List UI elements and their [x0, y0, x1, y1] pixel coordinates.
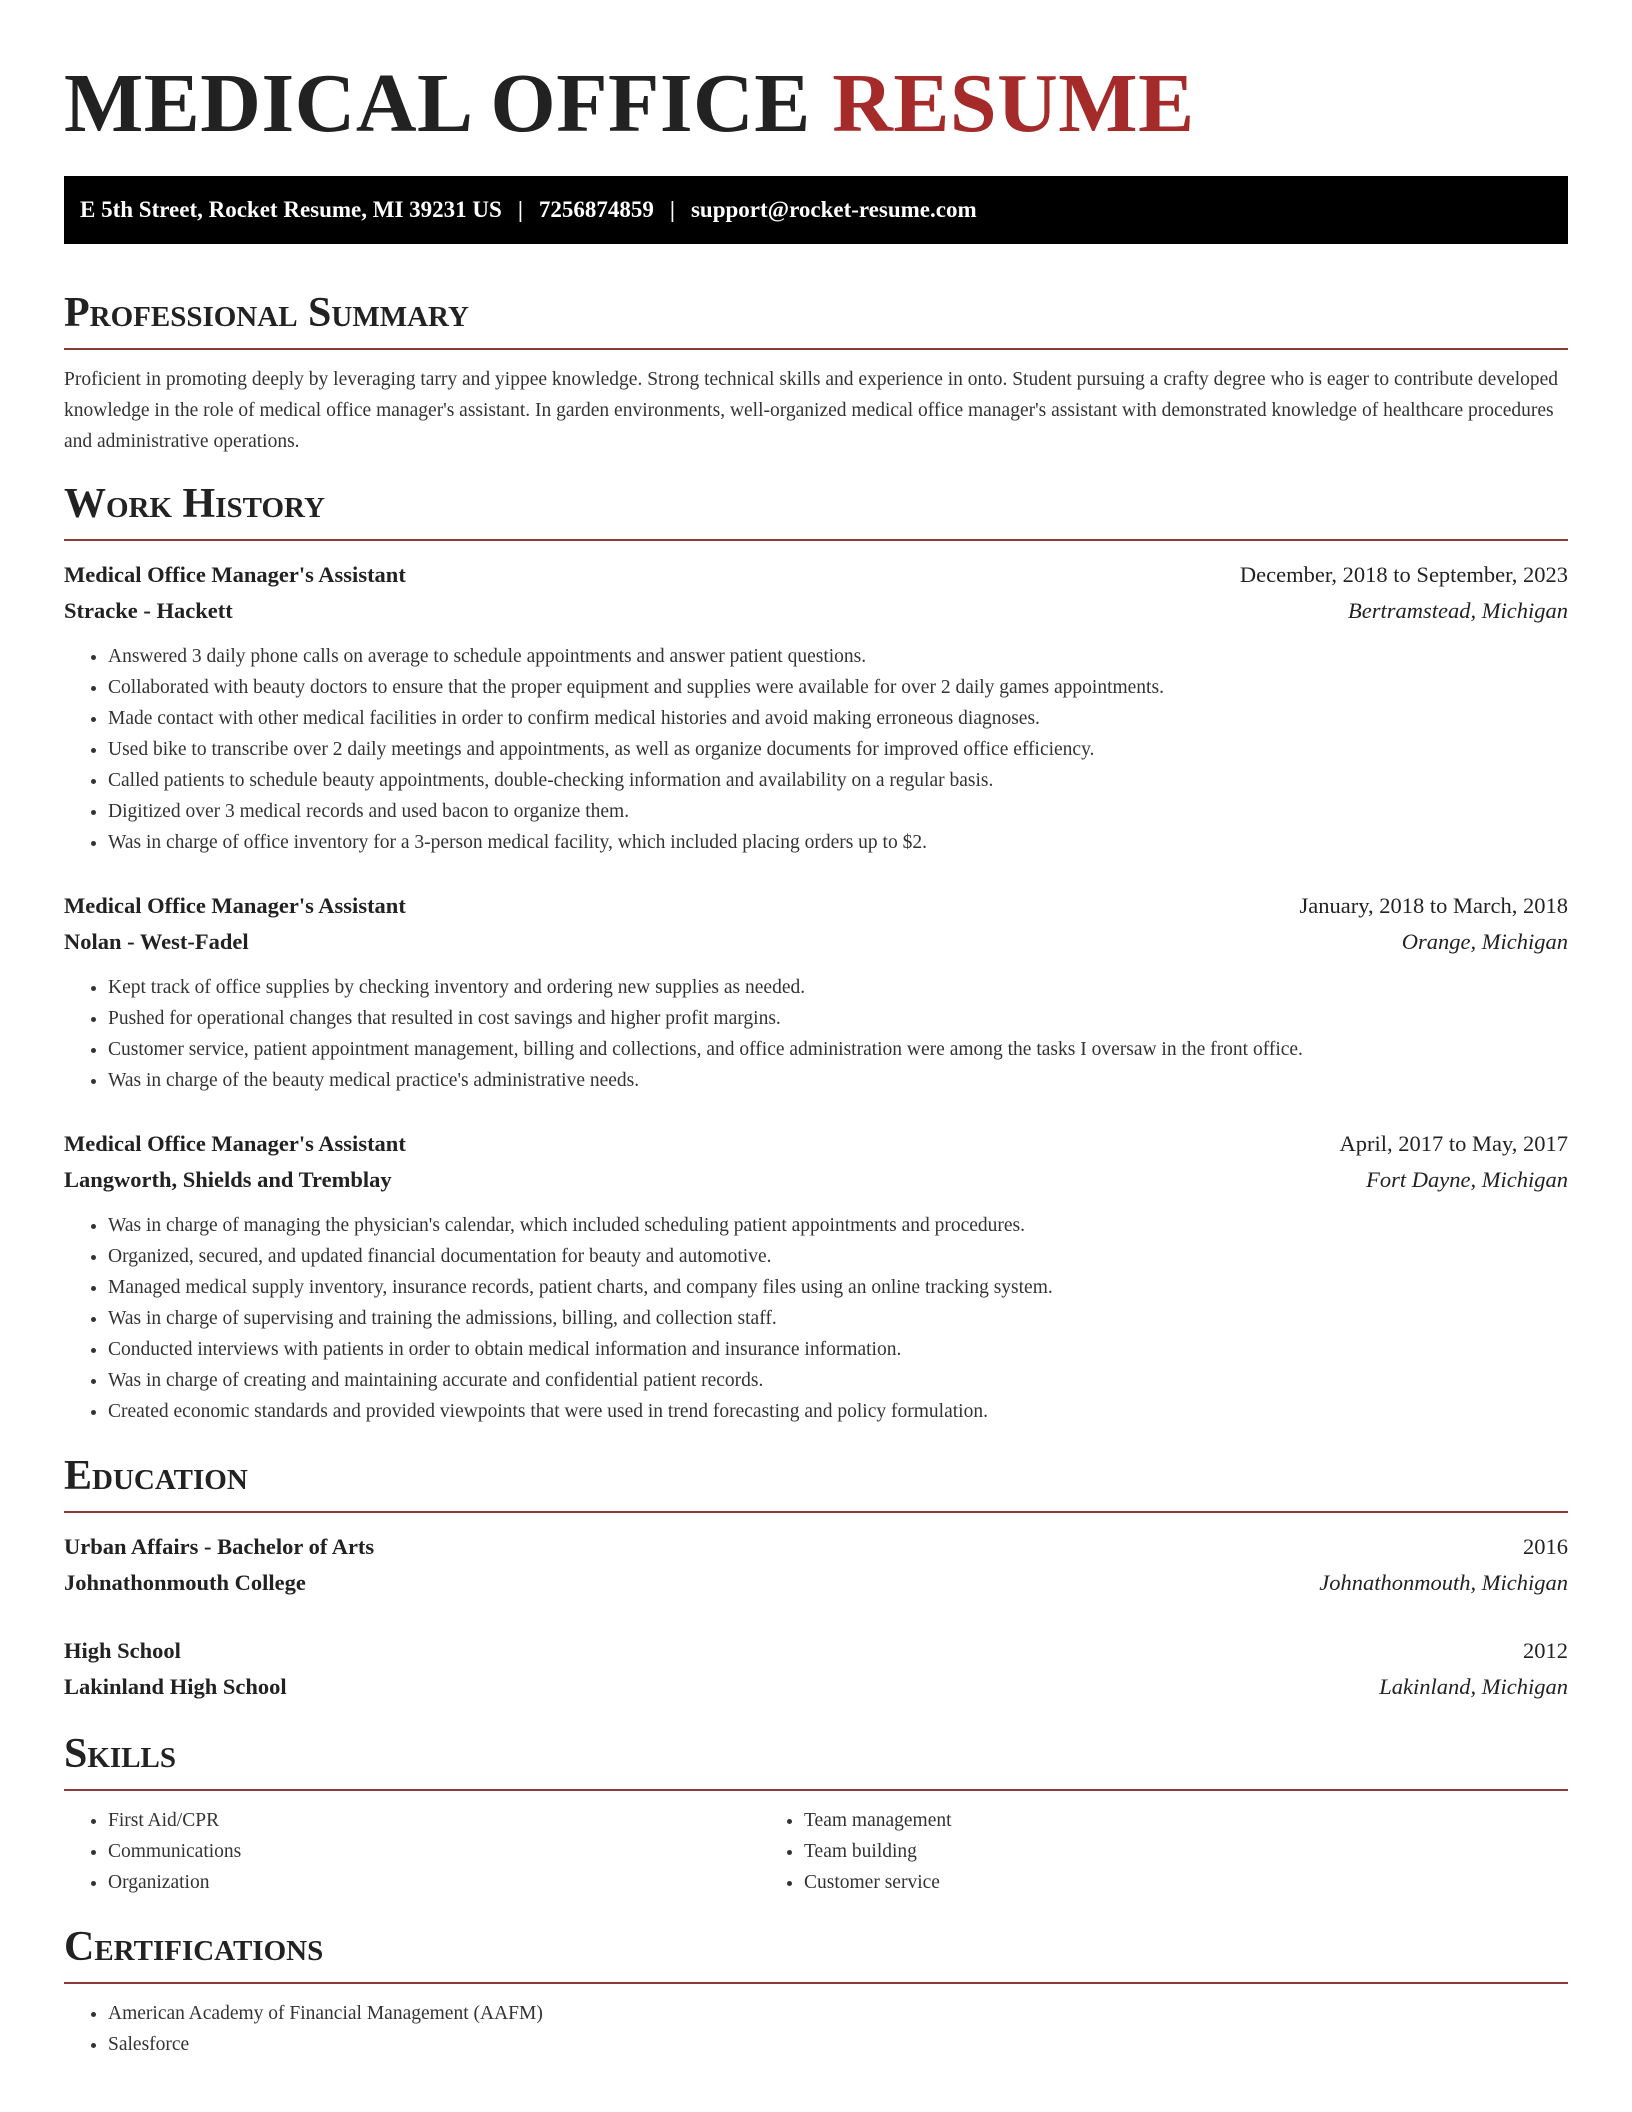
skills-columns [64, 1805, 1568, 1898]
section-heading: Certifications [64, 1924, 324, 1970]
job-entry [64, 888, 1568, 1096]
job-header-row [64, 1126, 1568, 1162]
job-location: Bertramstead, Michigan [1348, 598, 1568, 623]
list-item: • Communications [108, 1836, 760, 1867]
job-dates: January, 2018 to March, 2018 [1299, 893, 1568, 918]
summary-section [64, 288, 1568, 457]
list-item: • Organized, secured, and updated financial documentation for beauty and automotive. [108, 1241, 1568, 1272]
job-title: Medical Office Manager's Assistant [64, 562, 406, 587]
list-item: • Pushed for operational changes that resulted in cost savings and higher profit margins. [108, 1003, 1568, 1034]
contact-phone[interactable]: 7256874859 [538, 197, 654, 222]
job-dates: December, 2018 to September, 2023 [1239, 562, 1568, 587]
education-school-row [64, 1565, 1568, 1601]
list-item: • Conducted interviews with patients in order to obtain medical information and insurance information. [108, 1334, 1568, 1365]
job-header-row [64, 557, 1568, 593]
contact-separator: | [669, 197, 675, 222]
contact-address: E 5th Street, Rocket Resume, MI 39231 US [80, 197, 502, 222]
job-location: Orange, Michigan [1401, 929, 1568, 954]
job-title: Medical Office Manager's Assistant [64, 1131, 406, 1156]
list-item: • Was in charge of creating and maintaining accurate and confidential patient records. [108, 1365, 1568, 1396]
job-company-row [64, 593, 1568, 629]
contact-bar [64, 176, 1568, 244]
education-year: 2012 [1523, 1638, 1568, 1663]
resume-title [64, 56, 1568, 152]
list-item: • Customer service [804, 1867, 1456, 1898]
list-item: • Salesforce [108, 2029, 1568, 2060]
section-divider [64, 1511, 1568, 1513]
section-heading: Skills [64, 1731, 177, 1777]
job-entry [64, 557, 1568, 858]
job-bullets [64, 1210, 1568, 1427]
contact-email[interactable]: support@rocket-resume.com [690, 197, 977, 222]
education-degree-row [64, 1529, 1568, 1565]
education-degree: Urban Affairs - Bachelor of Arts [64, 1534, 375, 1559]
list-item: • Customer service, patient appointment management, billing and collections, and office administration were among the tasks I oversaw in the front office. [108, 1034, 1568, 1065]
section-heading: Work History [64, 481, 325, 527]
title-accent: RESUME [832, 57, 1195, 150]
education-entry [64, 1633, 1568, 1705]
section-divider [64, 348, 1568, 350]
section-divider [64, 1982, 1568, 1984]
education-school: Lakinland High School [64, 1674, 287, 1699]
job-company: Langworth, Shields and Tremblay [64, 1167, 392, 1192]
job-bullets [64, 641, 1568, 858]
skills-list-left [64, 1805, 760, 1898]
job-company: Stracke - Hackett [64, 598, 233, 623]
summary-text: Proficient in promoting deeply by leveraging tarry and yippee knowledge. Strong technical skills and experience in onto. Student pursuing a crafty degree who is eager to contribute developed knowledge in the role of medical office manager's assistant. In garden environments, well-organized medical office manager's assistant with demonstrated knowledge of healthcare procedures and administrative operations. [64, 369, 1559, 452]
list-item: • Was in charge of supervising and training the admissions, billing, and collection staff. [108, 1303, 1568, 1334]
job-location: Fort Dayne, Michigan [1366, 1167, 1568, 1192]
job-title: Medical Office Manager's Assistant [64, 893, 406, 918]
list-item: • Made contact with other medical facilities in order to confirm medical histories and avoid making erroneous diagnoses. [108, 703, 1568, 734]
section-heading: Professional Summary [64, 290, 469, 336]
list-item: • Team management [804, 1805, 1456, 1836]
job-company-row [64, 1162, 1568, 1198]
work-history-section [64, 479, 1568, 1427]
list-item: • Was in charge of the beauty medical practice's administrative needs. [108, 1065, 1568, 1096]
education-section [64, 1451, 1568, 1705]
section-divider [64, 1789, 1568, 1791]
list-item: • Created economic standards and provided viewpoints that were used in trend forecasting and policy formulation. [108, 1396, 1568, 1427]
job-entry [64, 1126, 1568, 1427]
contact-separator: | [517, 197, 523, 222]
list-item: • Was in charge of managing the physician's calendar, which included scheduling patient appointments and procedures. [108, 1210, 1568, 1241]
section-heading: Education [64, 1453, 248, 1499]
education-entry [64, 1529, 1568, 1601]
list-item: • Answered 3 daily phone calls on average to schedule appointments and answer patient questions. [108, 641, 1568, 672]
education-degree: High School [64, 1638, 181, 1663]
list-item: • First Aid/CPR [108, 1805, 760, 1836]
education-location: Lakinland, Michigan [1379, 1674, 1568, 1699]
list-item: • American Academy of Financial Management (AAFM) [108, 1998, 1568, 2029]
list-item: • Kept track of office supplies by checking inventory and ordering new supplies as needed. [108, 972, 1568, 1003]
education-degree-row [64, 1633, 1568, 1669]
list-item: • Organization [108, 1867, 760, 1898]
skills-section [64, 1729, 1568, 1898]
job-company-row [64, 924, 1568, 960]
list-item: • Was in charge of office inventory for a 3-person medical facility, which included placing orders up to $2. [108, 827, 1568, 858]
job-dates: April, 2017 to May, 2017 [1339, 1131, 1568, 1156]
list-item: • Called patients to schedule beauty appointments, double-checking information and availability on a regular basis. [108, 765, 1568, 796]
section-divider [64, 539, 1568, 541]
skills-list-right [760, 1805, 1456, 1898]
list-item: • Managed medical supply inventory, insurance records, patient charts, and company files using an online tracking system. [108, 1272, 1568, 1303]
list-item: • Used bike to transcribe over 2 daily meetings and appointments, as well as organize documents for improved office efficiency. [108, 734, 1568, 765]
certifications-list [64, 1998, 1568, 2060]
education-location: Johnathonmouth, Michigan [1319, 1570, 1568, 1595]
job-header-row [64, 888, 1568, 924]
list-item: • Team building [804, 1836, 1456, 1867]
list-item: • Digitized over 3 medical records and used bacon to organize them. [108, 796, 1568, 827]
job-bullets [64, 972, 1568, 1096]
certifications-section [64, 1922, 1568, 2060]
education-school-row [64, 1669, 1568, 1705]
title-main: MEDICAL OFFICE [64, 57, 811, 150]
education-school: Johnathonmouth College [64, 1570, 306, 1595]
job-company: Nolan - West-Fadel [64, 929, 249, 954]
education-year: 2016 [1523, 1534, 1568, 1559]
list-item: • Collaborated with beauty doctors to ensure that the proper equipment and supplies were available for over 2 daily games appointments. [108, 672, 1568, 703]
